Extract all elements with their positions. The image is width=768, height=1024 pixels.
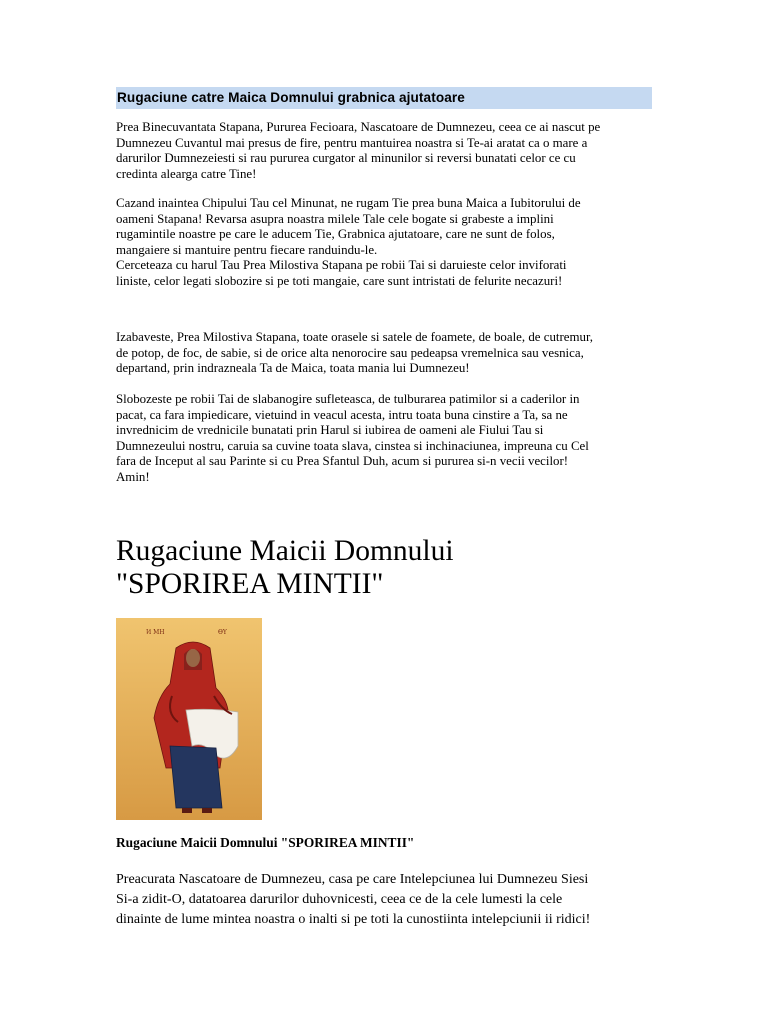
icon-inscription-left: Ͷ ΜΗ <box>146 629 165 636</box>
prayer-heading: Rugaciune catre Maica Domnului grabnica ajutatoare <box>117 90 465 105</box>
paragraph-1 <box>116 120 654 182</box>
prayer-heading-bar <box>116 87 652 109</box>
section-title: Rugaciune Maicii Domnului "SPORIREA MINTII" <box>116 535 454 600</box>
icon-theotokos-image <box>116 618 262 820</box>
theotokos-icon-image <box>116 618 262 820</box>
paragraph-text: Slobozeste pe robii Tai de slabanogire sufleteasca, de tulburarea patimilor si a caderilor in pacat, ca fara impiedicare, vietuind in veacul acesta, intru toata buna cinstire a Ta, sa ne invrednicim de vrednicile bunatati prin Harul si iubirea de oameni ale Fiului Tau si Dumnezeului nostru, caruia sa cuvine toata slava, cinstea si inchinaciunea, impreuna cu Cel fara de Inceput al sau Parinte si cu Prea Sfantul Duh, acum si pururea si-n vecii vecilor! Amin! <box>116 392 589 484</box>
paragraph-4 <box>116 392 654 486</box>
paragraph-text: Izabaveste, Prea Milostiva Stapana, toate orasele si satele de foamete, de boale, de cutremur, de potop, de foc, de sabie, si de orice alta nenorocire sau pedeapsa vremelnica sau vesnica, departand, prin indrazneala Ta de Maica, toata mania lui Dumnezeu! <box>116 330 593 376</box>
final-paragraph <box>116 870 676 930</box>
icon-inscription-right: ΘΥ <box>218 629 227 636</box>
section-subtitle: Rugaciune Maicii Domnului "SPORIREA MINTII" <box>116 835 415 850</box>
paragraph-3 <box>116 330 654 377</box>
paragraph-text: Prea Binecuvantata Stapana, Pururea Fecioara, Nascatoare de Dumnezeu, ceea ce ai nascut pe Dumnezeu Cuvantul mai presus de fire, pentru mantuirea noastra si Te-ai aratat ca o mare a darurilor Dumnezeiesti si rau pururea curgator al minunilor si reversi bunatati celor ce cu credinta alearga catre Tine! <box>116 120 601 181</box>
paragraph-text: Preacurata Nascatoare de Dumnezeu, casa pe care Intelepciunea lui Dumnezeu Siesi Si-a zidit-O, datatoarea darurilor duhovnicesti, ceea ce de la cele lumesti la cele dinainte de lume mintea noastra o inalti si pe toti la cunostiinta intelepciunii ii ridici! <box>116 872 591 927</box>
paragraph-text: Cazand inaintea Chipului Tau cel Minunat, ne rugam Tie prea buna Maica a Iubitorului de oameni Stapana! Revarsa asupra noastra milele Tale cele bogate si grabeste a implini rugamintile noastre pe care le aducem Tie, Grabnica ajutatoare, care ne sunt de folos, mangaiere si mantuire pentru fiecare randuindu-le. Cerceteaza cu harul Tau Prea Milostiva Stapana pe robii Tai si daruieste celor inviforati liniste, celor legati slobozire si pe toti mangaie, care sunt intristati de felurite necazuri! <box>116 196 581 288</box>
paragraph-2 <box>116 196 654 290</box>
